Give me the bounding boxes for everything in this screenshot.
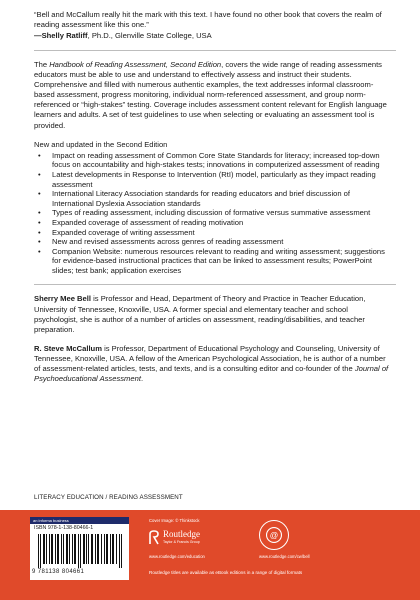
list-item: • International Literacy Association standards for reading educators and brief discussion of International Dyslexia Association standards bbox=[34, 189, 392, 208]
companion-url: www.routledge.com/cw/bell bbox=[259, 554, 310, 559]
author-name: R. Steve McCallum bbox=[34, 343, 102, 353]
informa-badge: an informa business bbox=[30, 517, 129, 524]
book-title: Handbook of Reading Assessment, Second Edition bbox=[49, 60, 222, 69]
list-item: • Latest developments in Response to Intervention (RtI) model, particularly as they impact reading assessment bbox=[34, 170, 392, 189]
new-edition-heading: New and updated in the Second Edition bbox=[34, 139, 168, 149]
publisher-url: www.routledge.com/education bbox=[149, 554, 205, 559]
author-bio-bell bbox=[34, 294, 392, 334]
feature-list bbox=[34, 151, 392, 276]
list-item: • Types of reading assessment, including discussion of formative versus summative assessment bbox=[34, 208, 392, 218]
list-item: • Impact on reading assessment of Common Core State Standards for literacy; increased top-down focus on accountability and high-stakes tests; innovations in computerized assessment of reading bbox=[34, 151, 392, 170]
publisher-name: Routledge bbox=[163, 529, 200, 539]
endorser-affiliation: , Ph.D., Glenville State College, USA bbox=[87, 31, 212, 40]
endorsement-attribution bbox=[34, 31, 392, 41]
endorsement-quote: “Bell and McCallum really hit the mark with this text. I have found no other book that covers the realm of reading assessment like this one.” bbox=[34, 10, 382, 29]
book-description bbox=[34, 60, 392, 131]
publisher-footer bbox=[0, 510, 420, 600]
companion-website-badge bbox=[259, 520, 289, 550]
list-item: • Expanded coverage of assessment of reading motivation bbox=[34, 218, 392, 228]
barcode-panel bbox=[30, 517, 129, 580]
journal-title: Journal of Psychoeducational Assessment bbox=[34, 364, 389, 384]
back-cover-text bbox=[34, 10, 392, 384]
endorser-name: —Shelly Ratliff bbox=[34, 31, 88, 40]
divider bbox=[34, 50, 396, 51]
divider bbox=[34, 284, 396, 285]
isbn-text: ISBN 978-1-138-80466-1 bbox=[34, 525, 94, 531]
list-item: • New and revised assessments across genres of reading assessment bbox=[34, 237, 392, 247]
barcode-number: 9 781138 804661 bbox=[32, 569, 85, 575]
description-intro: The bbox=[34, 60, 50, 69]
publisher-sub: Taylor & Francis Group bbox=[163, 540, 200, 544]
subject-category: LITERACY EDUCATION / READING ASSESSMENT bbox=[34, 494, 183, 501]
list-item: • Companion Website: numerous resources relevant to reading and writing assessment; suggestions for evidence-based instructional practices that can be linked to assessment results; PowerPoint slides; test bank; application exercises bbox=[34, 247, 392, 276]
barcode-image bbox=[38, 534, 124, 568]
author-bio-text: is Professor and Head, Department of Theory and Practice in Teacher Education, University of Tennessee, Knoxville, USA. A former special and elementary teacher and school psychologist, she is author of a number of articles on assessment, reading/disabilities, and teacher preparation. bbox=[34, 294, 366, 334]
cover-credit: Cover Image: © Thinkstock bbox=[149, 518, 200, 523]
svg-text:@: @ bbox=[269, 529, 279, 540]
ebook-note: Routledge titles are available as eBook editions in a range of digital formats bbox=[149, 570, 303, 575]
author-bio-mccallum bbox=[34, 344, 392, 384]
list-item: • Expanded coverage of writing assessment bbox=[34, 228, 392, 238]
author-name: Sherry Mee Bell bbox=[34, 294, 91, 304]
routledge-logo-icon bbox=[149, 530, 160, 545]
description-body: , covers the wide range of reading assessments educators must be able to use and understand to effectively assess and instruct their students. Comprehensive and filled with numerous authentic examples, the text addresses informal classroom-based assessment, progress monitoring, individual norm-referenced assessment, and group norm-referenced or “high-stakes” testing. Coverage includes assessment content relevant for English language learners and adults. A set of test guidelines to use when selecting or evaluating an assessment tool is provided. bbox=[34, 60, 387, 130]
bio-end: . bbox=[140, 374, 144, 384]
author-bio-text: is Professor, Department of Educational Psychology and Counseling, University of Tennessee, Knoxville, USA. A fellow of the American Psychological Association, he is author of a number of assessment-related articles, tests, and texts, and is a consulting editor and co-founder of the bbox=[34, 343, 386, 374]
